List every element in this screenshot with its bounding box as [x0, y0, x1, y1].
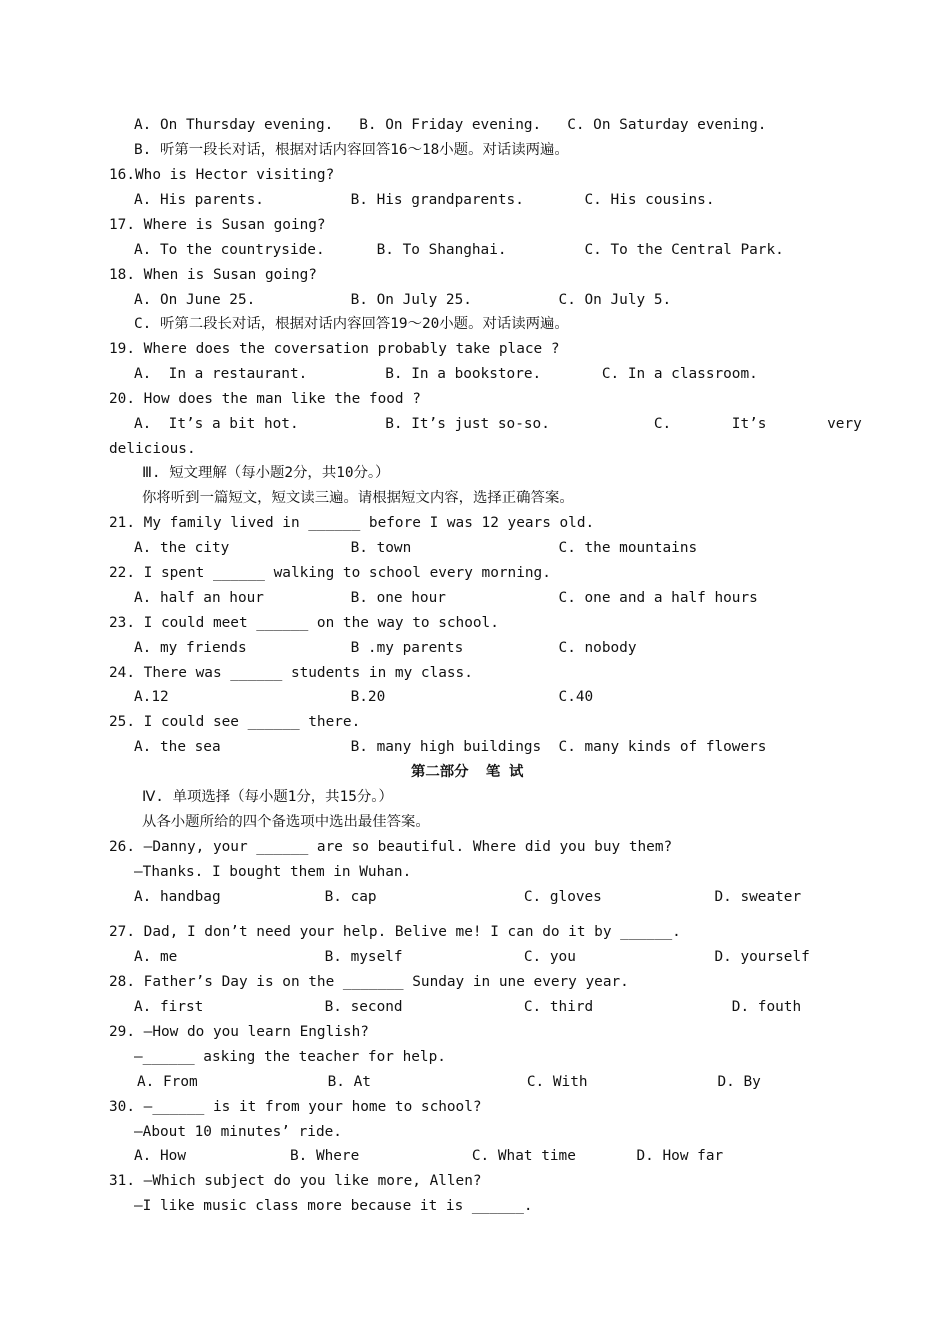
- section-b-instruction: B. 听第一段长对话，根据对话内容回答16～18小题。对话读两遍。: [134, 142, 569, 158]
- q15-options: A. On Thursday evening. B. On Friday evening. C. On Saturday evening.: [134, 117, 767, 133]
- q26-question: 26. —Danny, your ______ are so beautiful. Where did you buy them?: [109, 839, 673, 855]
- q16-options: A. His parents. B. His grandparents. C. His cousins.: [134, 192, 715, 208]
- q20-options: A. It’s a bit hot. B. It’s just so-so. C. It’s very: [134, 416, 862, 432]
- q20-question: 20. How does the man like the food ?: [109, 391, 421, 407]
- q21-question: 21. My family lived in ______ before I was 12 years old.: [109, 515, 595, 531]
- q26-options: A. handbag B. cap C. gloves D. sweater: [134, 889, 802, 905]
- section-4-heading: Ⅳ. 单项选择（每小题1分，共15分。）: [142, 789, 393, 805]
- part-two-heading: 第二部分 笔 试: [411, 764, 524, 780]
- q27-options: A. me B. myself C. you D. yourself: [134, 949, 810, 965]
- q24-options: A.12 B.20 C.40: [134, 689, 594, 705]
- q16-question: 16.Who is Hector visiting?: [109, 167, 335, 183]
- q24-question: 24. There was ______ students in my class.: [109, 665, 473, 681]
- q22-options: A. half an hour B. one hour C. one and a half hours: [134, 590, 758, 606]
- q17-options: A. To the countryside. B. To Shanghai. C. To the Central Park.: [134, 242, 784, 258]
- section-3-instruction: 你将听到一篇短文，短文读三遍。请根据短文内容，选择正确答案。: [142, 490, 574, 506]
- q30-reply: —About 10 minutes’ ride.: [134, 1124, 342, 1140]
- q25-options: A. the sea B. many high buildings C. many kinds of flowers: [134, 739, 767, 755]
- q23-question: 23. I could meet ______ on the way to school.: [109, 615, 499, 631]
- q18-question: 18. When is Susan going?: [109, 267, 317, 283]
- q31-question: 31. —Which subject do you like more, Allen?: [109, 1173, 482, 1189]
- q20-options-continued: delicious.: [109, 441, 196, 457]
- q25-question: 25. I could see ______ there.: [109, 714, 361, 730]
- section-c-instruction: C. 听第二段长对话，根据对话内容回答19～20小题。对话读两遍。: [134, 316, 569, 332]
- q31-reply: —I like music class more because it is ______.: [134, 1198, 533, 1214]
- q30-question: 30. —______ is it from your home to school?: [109, 1099, 482, 1115]
- q27-question: 27. Dad, I don’t need your help. Belive me! I can do it by ______.: [109, 924, 681, 940]
- section-3-heading: Ⅲ. 短文理解（每小题2分，共10分。）: [142, 465, 390, 481]
- q22-question: 22. I spent ______ walking to school every morning.: [109, 565, 551, 581]
- q30-options: A. How B. Where C. What time D. How far: [134, 1148, 724, 1164]
- q29-question: 29. —How do you learn English?: [109, 1024, 369, 1040]
- section-4-instruction: 从各小题所给的四个备选项中选出最佳答案。: [142, 814, 430, 830]
- q18-options: A. On June 25. B. On July 25. C. On July 5.: [134, 292, 672, 308]
- q19-question: 19. Where does the coversation probably take place ?: [109, 341, 560, 357]
- q29-reply: —______ asking the teacher for help.: [134, 1049, 446, 1065]
- q28-options: A. first B. second C. third D. fouth: [134, 999, 802, 1015]
- q26-reply: —Thanks. I bought them in Wuhan.: [134, 864, 412, 880]
- q28-question: 28. Father’s Day is on the _______ Sunday in une every year.: [109, 974, 629, 990]
- q23-options: A. my friends B .my parents C. nobody: [134, 640, 637, 656]
- q21-options: A. the city B. town C. the mountains: [134, 540, 698, 556]
- q19-options: A. In a restaurant. B. In a bookstore. C. In a classroom.: [134, 366, 758, 382]
- q29-options: A. From B. At C. With D. By: [137, 1074, 761, 1090]
- q17-question: 17. Where is Susan going?: [109, 217, 326, 233]
